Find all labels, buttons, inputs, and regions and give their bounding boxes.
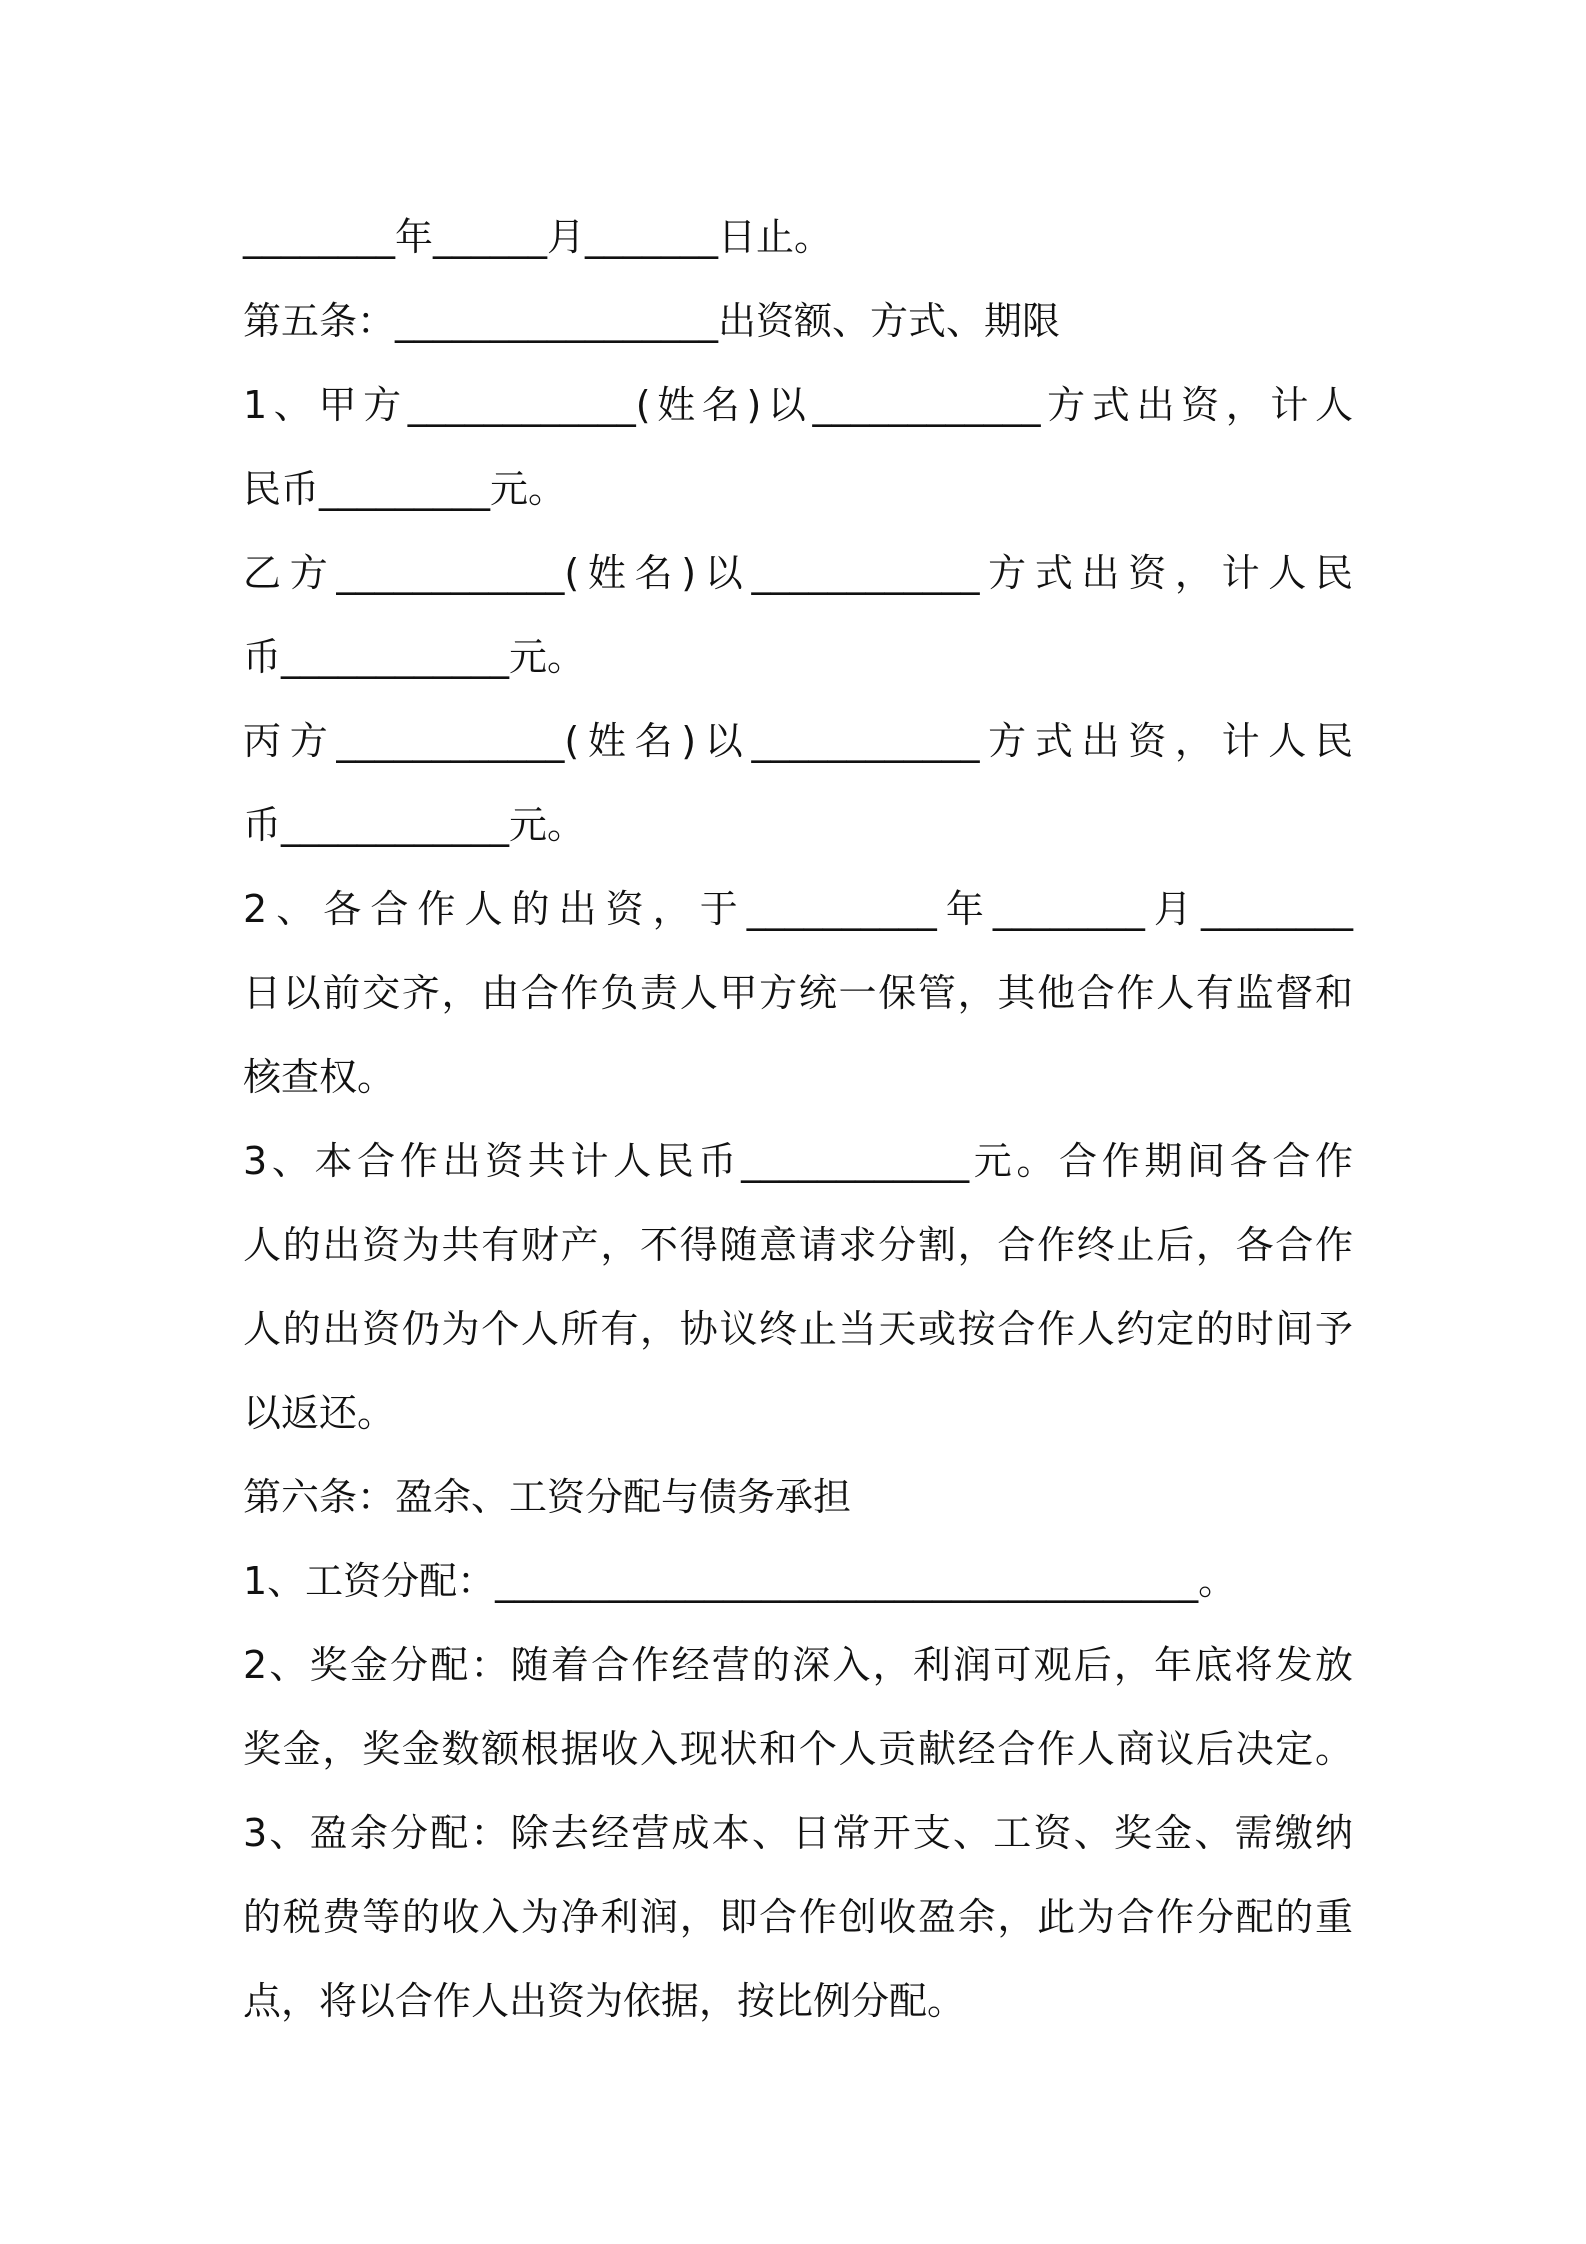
total-contribution-line-2: 人的出资为共有财产，不得随意请求分割，合作终止后，各合作 xyxy=(243,1223,1353,1267)
party-b-contribution-line-1: 乙方____________(姓名)以____________方式出资，计人民 xyxy=(243,551,1353,595)
party-a-contribution-line-2: 民币_________元。 xyxy=(243,467,567,511)
article-6-heading: 第六条：盈余、工资分配与债务承担 xyxy=(243,1475,852,1519)
total-contribution-line-4: 以返还。 xyxy=(243,1391,396,1435)
party-c-contribution-line-1: 丙方____________(姓名)以____________方式出资，计人民 xyxy=(243,719,1353,763)
surplus-distribution-line-3: 点，将以合作人出资为依据，按比例分配。 xyxy=(243,1979,966,2023)
wage-distribution-line: 1、工资分配：_____________________________________。 xyxy=(243,1559,1237,1603)
document-body xyxy=(243,195,1353,2043)
contribution-deadline-line-1: 2、各合作人的出资，于__________年________月________ xyxy=(243,887,1353,931)
party-c-contribution-line-2: 币____________元。 xyxy=(243,803,586,847)
total-contribution-line-3: 人的出资仍为个人所有，协议终止当天或按合作人约定的时间予 xyxy=(243,1307,1353,1351)
contribution-deadline-line-2: 日以前交齐，由合作负责人甲方统一保管，其他合作人有监督和 xyxy=(243,971,1353,1015)
party-b-contribution-line-2: 币____________元。 xyxy=(243,635,586,679)
surplus-distribution-line-1: 3、盈余分配：除去经营成本、日常开支、工资、奖金、需缴纳 xyxy=(243,1811,1353,1855)
article-5-heading: 第五条：_________________出资额、方式、期限 xyxy=(243,299,1061,343)
surplus-distribution-line-2: 的税费等的收入为净利润，即合作创收盈余，此为合作分配的重 xyxy=(243,1895,1353,1939)
contribution-deadline-line-3: 核查权。 xyxy=(243,1055,396,1099)
total-contribution-line-1: 3、本合作出资共计人民币____________元。合作期间各合作 xyxy=(243,1139,1353,1183)
bonus-distribution-line-1: 2、奖金分配：随着合作经营的深入，利润可观后，年底将发放 xyxy=(243,1643,1353,1687)
term-end-date-line: ________年______月_______日止。 xyxy=(243,215,833,259)
party-a-contribution-line-1: 1、甲方____________(姓名)以____________方式出资，计人 xyxy=(243,383,1353,427)
bonus-distribution-line-2: 奖金，奖金数额根据收入现状和个人贡献经合作人商议后决定。 xyxy=(243,1727,1353,1771)
